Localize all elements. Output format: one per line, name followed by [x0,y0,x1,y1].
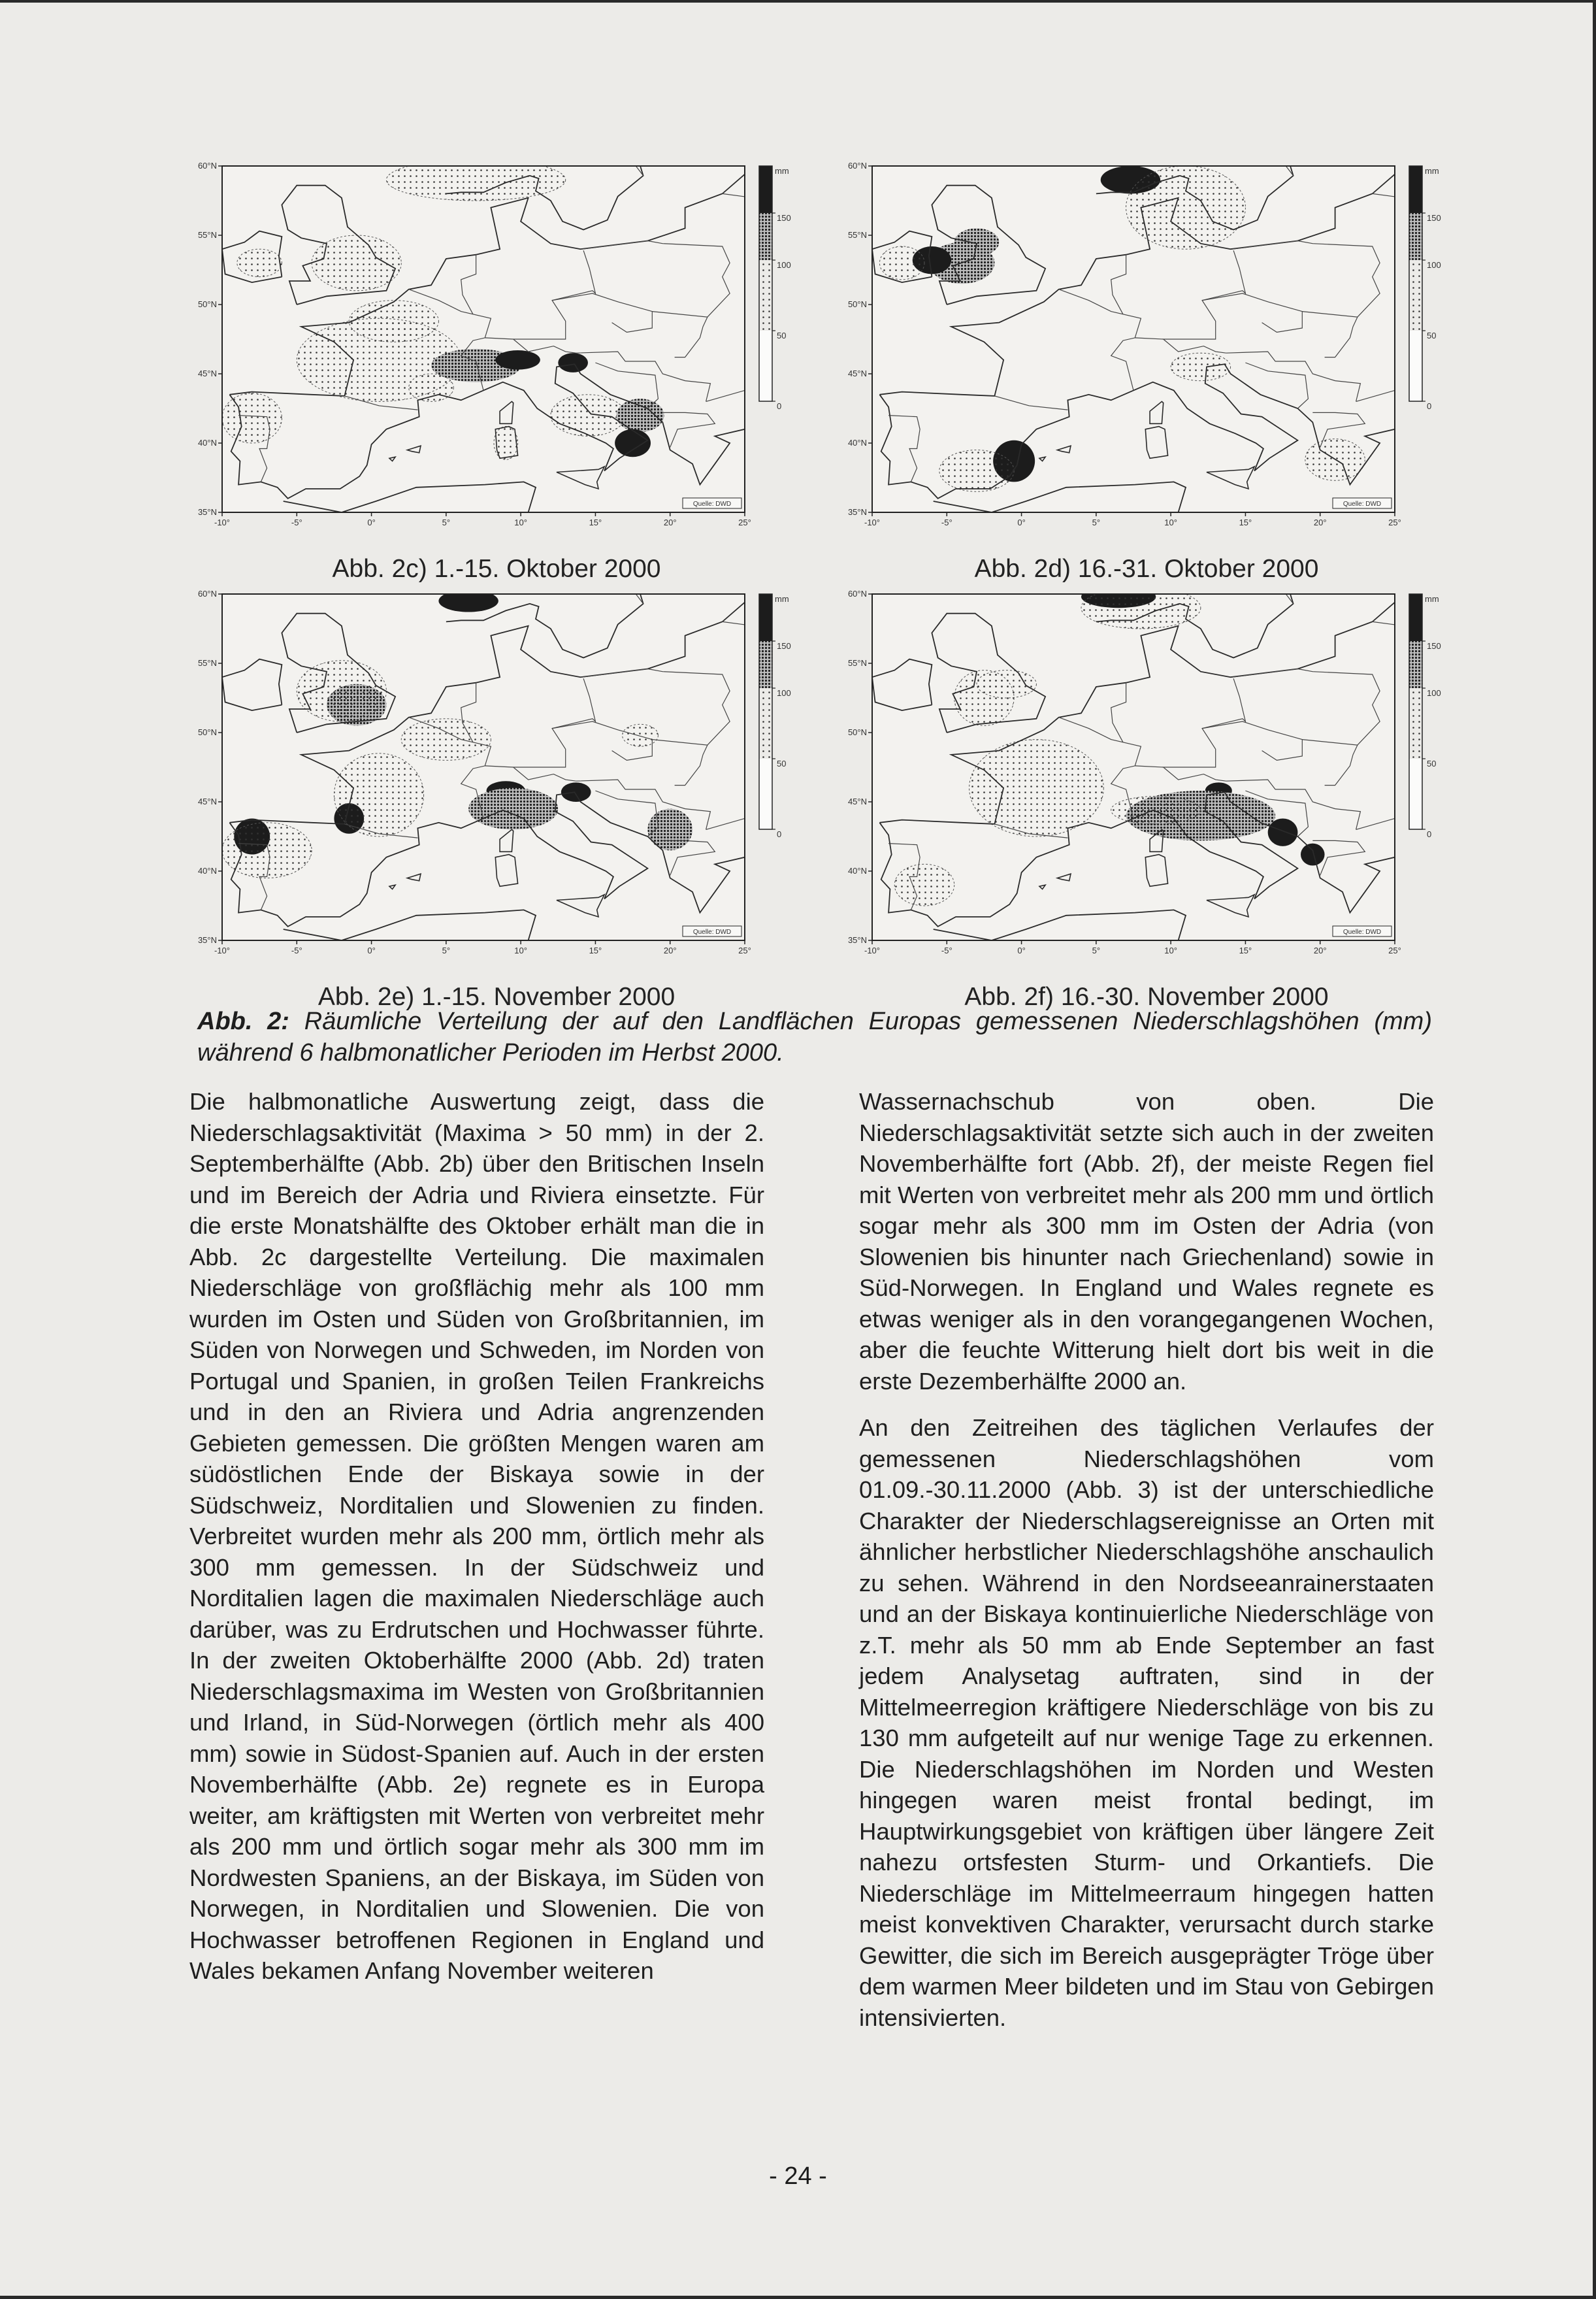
lon-label: 10° [1164,518,1177,527]
scale-segment-solid [1409,166,1422,213]
lat-label: 50°N [197,727,217,737]
lon-label: -5° [941,946,953,955]
scale-segment-dense [759,641,772,688]
lon-label: 25° [1388,946,1401,955]
lon-label: -10° [214,946,230,955]
precip-area [615,429,651,457]
lon-label: 0° [1017,946,1026,955]
precip-area [939,450,1014,492]
lon-label: 20° [1313,946,1327,955]
lon-label: 0° [1017,518,1026,527]
lon-label: 5° [442,946,451,955]
lon-label: 10° [514,518,527,527]
precip-area [623,724,659,746]
scale-tick-label: 150 [1427,641,1441,651]
scale-tick-label: 150 [777,213,791,223]
precip-area [334,753,423,836]
precip-area [1111,797,1201,824]
scale-segment-solid [759,166,772,213]
scale-segment-light [759,688,772,759]
lon-label: 20° [663,946,677,955]
lon-label: -10° [864,946,880,955]
page-number: - 24 - [769,2162,827,2190]
precip-area [551,395,625,437]
scale-unit: mm [1425,166,1439,176]
map-background [222,594,745,940]
paragraph: An den Zeitreihen des täglichen Verlaufes der gemessenen Niederschlagshöhen vom 01.09.-30.11.2000 (Abb. 3) ist der unterschiedliche Charakter der Niederschlagsereignisse an Orten mit ähnlicher herbstlicher Niederschlagshöhe anschaulich zu sehen. Während in den Nordseeanrainerstaaten und an der Biskaya kontinuierliche Niederschläge von z.T. mehr als 50 mm ab Ende September an fast jedem Analysetag auftraten, sind in der Mittelmeerregion kräftigere Niederschläge von bis zu 130 mm aufgeteilt auf nur wenige Tage zu erkennen. Die Niederschlagshöhen im Norden und Westen hingegen waren meist frontal bedingt, im Hauptwirkungsgebiet von kräftigen über längere Zeit nahezu ortsfesten Sturm- und Orkantiefs. Die Niederschläge im Mittelmeerraum hingegen hatten meist konvektiven Charakter, verursacht durch starke Gewitter, die sich im Bereich ausgeprägter Tröge über dem warmen Meer bildeten und im Stau von Gebirgen intensivierten. [859,1414,1434,2031]
figure-map-2c [196,150,797,607]
main-caption-label: Abb. 2: [197,1008,289,1035]
lat-label: 35°N [197,935,217,945]
precip-area [561,782,591,802]
lat-label: 50°N [847,299,867,309]
lon-label: -5° [941,518,953,527]
lon-label: 15° [589,946,602,955]
scale-segment-dense [1409,213,1422,260]
precip-area [222,393,282,443]
precip-area [438,590,498,612]
scale-tick-label: 0 [1427,829,1432,839]
paragraph: Wassernachschub von oben. Die Niederschlagsaktivität setzte sich auch in der zweiten Novemberhälfte fort (Abb. 2f), der meiste Regen fiel mit Werten von verbreitet mehr als 200 mm und örtlich sogar mehr als 300 mm im Osten der Adria (von Slowenien bis hinunter nach Griechenland) sowie in Süd-Norwegen. In England und Wales regnete es etwas weniger als in den vorangegangenen Wochen, aber die feuchte Witterung hielt dort bis weit in die erste Dezemberhälfte 2000 an. [859,1088,1434,1395]
source-label: Quelle: DWD [1343,501,1382,508]
source-label: Quelle: DWD [692,501,732,508]
lon-label: 15° [589,518,602,527]
precip-area [1171,353,1230,380]
scale-tick-label: 100 [777,688,791,698]
scale-tick-label: 100 [777,260,791,270]
precip-area [1081,587,1201,629]
lat-label: 60°N [847,589,867,599]
precip-area [616,399,664,432]
lat-label: 55°N [847,658,867,668]
paragraph: Die halbmonatliche Auswertung zeigt, dass die Niederschlagsaktivität (Maxima > 50 mm) in der 2. Septemberhälfte (Abb. 2b) über den Britischen Inseln und im Bereich der Adria und Riviera einsetzte. Für die erste Monatshälfte des Oktober erhält man die in Abb. 2c dargestellte Verteilung. Die maximalen Niederschläge von großflächig mehr als 100 mm wurden im Osten und Süden von Großbritannien, im Süden von Norwegen und Schweden, im Norden von Portugal und Spanien, in großen Teilen Frankreichs und in den an Riviera und Adria angrenzenden Gebieten gemessen. Die größten Mengen waren am südöstlichen Ende der Biskaya sowie in der Südschweiz, Norditalien und Slowenien zu finden. Verbreitet wurden mehr als 200 mm, örtlich mehr als 300 mm gemessen. In der Südschweiz und Norditalien lagen die maximalen Niederschläge auch darüber, was zu Erdrutschen und Hochwasser führte. In der zweiten Oktoberhälfte 2000 (Abb. 2d) traten Niederschlagsmaxima im Westen von Großbritannien und Irland, in Süd-Norwegen (örtlich mehr als 400 mm) sowie in Südost-Spanien auf. Auch in der ersten Novemberhälfte (Abb. 2e) regnete es in Europa weiter, am kräftigsten mit Werten von verbreitet mehr als 200 mm und örtlich sogar mehr als 300 mm im Nordwesten Spaniens, an der Biskaya, im Süden von Norwegen, in Norditalien und Slowenien. Die von Hochwasser betroffenen Regionen in England und Wales bekamen Anfang November weiteren [189,1088,764,1984]
lon-label: 25° [738,518,751,527]
scale-tick-label: 0 [1427,401,1432,411]
precip-area [977,670,1036,698]
lon-label: -10° [864,518,880,527]
lat-label: 35°N [847,507,867,517]
scale-tick-label: 50 [1427,331,1437,340]
lat-label: 40°N [847,866,867,876]
precip-area [468,788,558,830]
precip-area [237,249,282,276]
text-column-right [859,1086,1434,2049]
scale-unit: mm [1425,594,1439,604]
lon-label: 25° [1388,518,1401,527]
precip-area [1126,166,1246,249]
precip-map-2f [846,578,1447,1035]
precip-map-2d [846,150,1447,607]
lat-label: 60°N [197,161,217,171]
scale-tick-label: 50 [777,331,787,340]
precip-area [894,864,954,906]
scale-tick-label: 100 [1427,688,1441,698]
source-label: Quelle: DWD [692,929,732,936]
figure-caption-2f: Abb. 2f) 16.-30. November 2000 [964,983,1329,1011]
lon-label: -5° [291,946,302,955]
text-column-left [189,1086,764,2002]
precip-area [647,809,692,851]
lon-label: 15° [1239,946,1252,955]
lat-label: 35°N [197,507,217,517]
lat-label: 50°N [847,727,867,737]
scale-tick-label: 0 [777,401,782,411]
scale-segment-empty [759,759,772,829]
scale-tick-label: 100 [1427,260,1441,270]
scale-segment-light [1409,260,1422,331]
scale-tick-label: 150 [1427,213,1441,223]
precip-area [558,353,588,372]
lat-label: 40°N [847,438,867,448]
lat-label: 55°N [197,230,217,240]
lon-label: 20° [663,518,677,527]
scale-tick-label: 50 [777,759,787,769]
scale-segment-empty [1409,331,1422,401]
scale-segment-solid [759,594,772,641]
precip-area [879,246,924,280]
lon-label: 5° [1092,946,1101,955]
figure-map-2f [846,578,1447,1035]
lon-label: 5° [1092,518,1101,527]
figure-caption-2e: Abb. 2e) 1.-15. November 2000 [318,983,676,1011]
precip-map-2e [196,578,797,1035]
lat-label: 50°N [197,299,217,309]
precip-area [349,301,438,342]
scale-unit: mm [775,166,789,176]
precip-area [495,350,540,370]
scale-segment-empty [759,331,772,401]
source-label: Quelle: DWD [1343,929,1382,936]
scale-segment-solid [1409,594,1422,641]
lon-label: -5° [291,518,302,527]
scale-tick-label: 0 [777,829,782,839]
lon-label: 15° [1239,518,1252,527]
scale-segment-empty [1409,759,1422,829]
lon-label: 5° [442,518,451,527]
scale-unit: mm [775,594,789,604]
main-figure-caption [197,1006,1432,1068]
precip-area [969,740,1104,836]
scale-segment-light [1409,688,1422,759]
lon-label: -10° [214,518,230,527]
lat-label: 40°N [197,438,217,448]
figure-map-2e [196,578,797,1035]
lat-label: 60°N [847,161,867,171]
precip-area [1301,844,1325,866]
lon-label: 20° [1313,518,1327,527]
lat-label: 40°N [197,866,217,876]
precip-area [494,427,518,460]
lat-label: 45°N [847,369,867,378]
precip-map-2c [196,150,797,607]
figure-caption-2d: Abb. 2d) 16.-31. Oktober 2000 [974,555,1319,583]
lat-label: 35°N [847,935,867,945]
scale-segment-dense [1409,641,1422,688]
scale-tick-label: 50 [1427,759,1437,769]
precip-area [954,228,1000,256]
lon-label: 10° [1164,946,1177,955]
lat-label: 45°N [197,369,217,378]
lat-label: 55°N [847,230,867,240]
main-caption-text: Räumliche Verteilung der auf den Landflächen Europas gemessenen Niederschlagshöhen (mm) während 6 halbmonatlicher Perioden im Herbst 2000. [197,1008,1432,1067]
lon-label: 25° [738,946,751,955]
lat-label: 45°N [847,797,867,806]
scale-tick-label: 150 [777,641,791,651]
lon-label: 0° [367,946,376,955]
lat-label: 45°N [197,797,217,806]
lon-label: 0° [367,518,376,527]
precip-area [401,719,491,761]
scale-segment-light [759,260,772,331]
figure-map-2d [846,150,1447,607]
lat-label: 60°N [197,589,217,599]
figure-caption-2c: Abb. 2c) 1.-15. Oktober 2000 [332,555,661,583]
scale-segment-dense [759,213,772,260]
map-background [222,166,745,512]
precip-area [409,374,454,401]
lat-label: 55°N [197,658,217,668]
lon-label: 10° [514,946,527,955]
